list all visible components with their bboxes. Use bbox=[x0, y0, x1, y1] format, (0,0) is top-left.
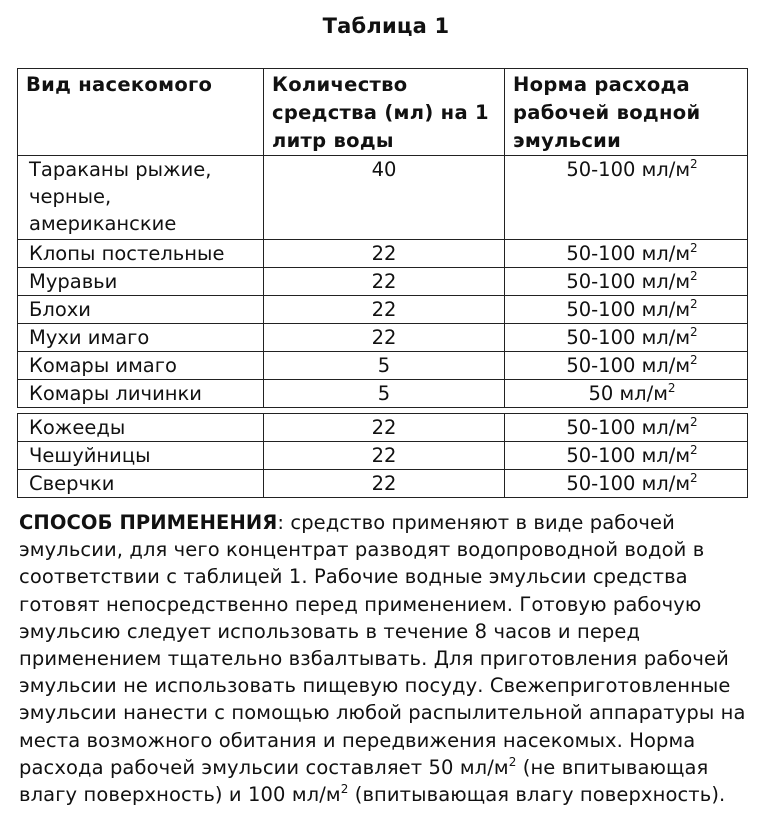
rate-unit-exponent: 2 bbox=[690, 157, 698, 171]
rate-unit-exponent: 2 bbox=[690, 471, 698, 485]
method-text-part-1: : средство применяют в виде рабочей эмульсии, для чего концентрат разводят водопроводной водой в соответствии с таблицей 1. Рабочие водные эмульсии средства готовят непосредственно перед применением. Готовую рабочую эмульсию следует использовать в течение 8 часов и перед применением тщательно взбалтывать. Для приготовления рабочей эмульсии не использовать пищевую посуду. Свежеприготовленные эмульсии нанести с помощью любой распылительной аппаратуры на места возможного обитания и передвижения насекомых. Норма расхода рабочей эмульсии составляет 50 мл/м bbox=[19, 511, 746, 779]
rate-value: 50-100 мл/м bbox=[566, 158, 691, 181]
method-sup-2: 2 bbox=[340, 782, 349, 797]
amount-cell: 40 bbox=[264, 156, 505, 240]
insect-cell: Сверчки bbox=[18, 470, 264, 498]
amount-cell: 5 bbox=[264, 380, 505, 408]
rate-unit-exponent: 2 bbox=[690, 241, 698, 255]
rate-cell bbox=[505, 470, 748, 498]
rate-value: 50-100 мл/м bbox=[566, 326, 691, 349]
rate-unit-exponent: 2 bbox=[690, 297, 698, 311]
header-rate: Норма расхода рабочей водной эмульсии bbox=[505, 69, 748, 156]
rate-cell bbox=[505, 296, 748, 324]
rate-unit-exponent: 2 bbox=[690, 325, 698, 339]
insect-cell: Кожееды bbox=[18, 414, 264, 442]
rate-unit-exponent: 2 bbox=[690, 353, 698, 367]
table-header-row bbox=[18, 69, 748, 156]
rate-cell bbox=[505, 352, 748, 380]
insect-cell: Мухи имаго bbox=[18, 324, 264, 352]
insect-table-main bbox=[17, 68, 748, 408]
rate-cell bbox=[505, 240, 748, 268]
amount-cell: 5 bbox=[264, 352, 505, 380]
table-row bbox=[18, 442, 748, 470]
rate-cell bbox=[505, 414, 748, 442]
insect-cell: Клопы постельные bbox=[18, 240, 264, 268]
insect-table-extra bbox=[17, 413, 748, 498]
rate-value: 50-100 мл/м bbox=[566, 270, 691, 293]
rate-value: 50-100 мл/м bbox=[566, 298, 691, 321]
table-row bbox=[18, 240, 748, 268]
rate-cell bbox=[505, 268, 748, 296]
table-row bbox=[18, 296, 748, 324]
application-method-paragraph bbox=[19, 509, 759, 808]
method-text-part-3: (впитывающая влагу поверхность). bbox=[348, 783, 726, 807]
method-text-part-2: (не впитывающая влагу поверхность) и 100 мл/м bbox=[19, 755, 709, 807]
rate-unit-exponent: 2 bbox=[690, 269, 698, 283]
rate-unit-exponent: 2 bbox=[690, 443, 698, 457]
table-row bbox=[18, 352, 748, 380]
method-sup-1: 2 bbox=[508, 754, 517, 769]
amount-cell: 22 bbox=[264, 296, 505, 324]
insect-cell: Комары личинки bbox=[18, 380, 264, 408]
rate-unit-exponent: 2 bbox=[667, 381, 676, 395]
rate-value: 50-100 мл/м bbox=[566, 242, 691, 265]
rate-cell bbox=[505, 324, 748, 352]
table-row bbox=[18, 380, 748, 408]
rate-cell bbox=[505, 380, 748, 408]
table-caption: Таблица 1 bbox=[322, 14, 450, 38]
amount-cell: 22 bbox=[264, 442, 505, 470]
table-body-extra bbox=[18, 414, 748, 498]
amount-cell: 22 bbox=[264, 414, 505, 442]
insect-cell: Тараканы рыжие, черные, американские bbox=[18, 156, 264, 240]
rate-value: 50-100 мл/м bbox=[566, 444, 691, 467]
table-row bbox=[18, 470, 748, 498]
header-insect: Вид насекомого bbox=[18, 69, 264, 156]
rate-value: 50-100 мл/м bbox=[566, 472, 691, 495]
table-row bbox=[18, 414, 748, 442]
rate-value: 50-100 мл/м bbox=[566, 354, 691, 377]
amount-cell: 22 bbox=[264, 240, 505, 268]
method-heading: СПОСОБ ПРИМЕНЕНИЯ bbox=[19, 511, 278, 534]
table-body-main bbox=[18, 156, 748, 408]
insect-cell: Блохи bbox=[18, 296, 264, 324]
amount-cell: 22 bbox=[264, 268, 505, 296]
amount-cell: 22 bbox=[264, 470, 505, 498]
rate-cell bbox=[505, 442, 748, 470]
table-row bbox=[18, 324, 748, 352]
insect-cell: Чешуйницы bbox=[18, 442, 264, 470]
rate-value: 50-100 мл/м bbox=[566, 416, 691, 439]
amount-cell: 22 bbox=[264, 324, 505, 352]
header-amount: Количество средства (мл) на 1 литр воды bbox=[264, 69, 505, 156]
table-row bbox=[18, 156, 748, 240]
rate-unit-exponent: 2 bbox=[690, 415, 698, 429]
table-row bbox=[18, 268, 748, 296]
insect-cell: Комары имаго bbox=[18, 352, 264, 380]
rate-value: 50 мл/м bbox=[588, 382, 668, 405]
rate-cell bbox=[505, 156, 748, 240]
insect-cell: Муравьи bbox=[18, 268, 264, 296]
